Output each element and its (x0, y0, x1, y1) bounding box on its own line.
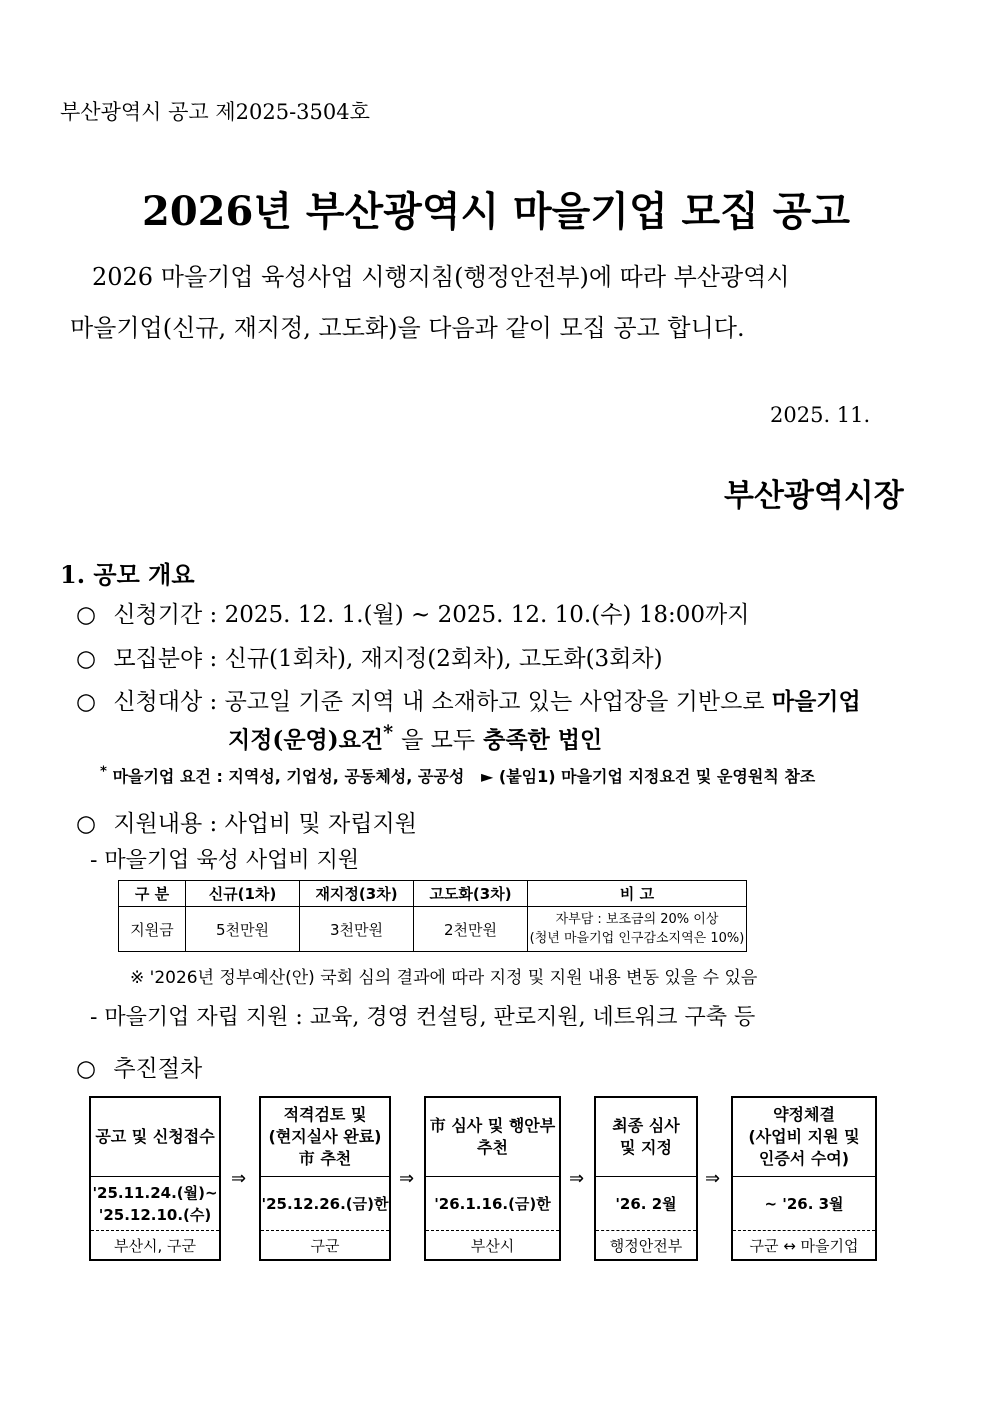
table-header: 비 고 (528, 881, 747, 907)
grant-note: ※ '2026년 정부예산(안) 국회 심의 결과에 따라 지정 및 지원 내용 변동 있을 수 있음 (130, 968, 758, 988)
step-date (733, 1177, 875, 1231)
step-date-line: ~ '26. 3월 (764, 1194, 844, 1213)
step-date-line: '25.12.26.(금)한 (261, 1194, 389, 1213)
bullet-icon: ○ (76, 646, 97, 672)
field-value: 신규(1회차), 재지정(2회차), 고도화(3회차) (224, 646, 663, 672)
step-date (426, 1177, 559, 1231)
page-title: 2026년 부산광역시 마을기업 모집 공고 (142, 188, 850, 235)
step-title-line: 적격검토 및 (283, 1105, 367, 1124)
self-support-subheading: - 마을기업 자립 지원 : 교육, 경영 컨설팅, 판로지원, 네트워크 구축 등 (90, 1005, 756, 1030)
arrow-icon: ⇒ (569, 1168, 585, 1189)
section-heading: 1. 공모 개요 (60, 560, 195, 589)
notice-date: 2025. 11. (770, 403, 871, 427)
requirement-text: 마을기업 요건 : 지역성, 기업성, 공동체성, 공공성 (112, 767, 465, 786)
table-header-row (119, 881, 747, 907)
step-title-line: (사업비 지원 및 (748, 1127, 860, 1146)
step-title (426, 1098, 559, 1177)
arrow-icon: ⇒ (705, 1168, 721, 1189)
step-title (596, 1098, 696, 1177)
target-value: 공고일 기준 지역 내 소재하고 있는 사업장을 기반으로 (224, 689, 765, 715)
step-org: 구군 ↔ 마을기업 (749, 1236, 859, 1255)
target-requirement: 지정(운영)요건 (228, 726, 384, 754)
step-date-line: '25.12.10.(수) (98, 1205, 212, 1224)
procedure-step (424, 1096, 561, 1261)
table-header: 재지정(3차) (300, 881, 414, 907)
arrow-icon: ⇒ (399, 1168, 415, 1189)
grant-table (118, 880, 747, 952)
procedure-row (76, 1050, 202, 1083)
step-title-line: 추천 (477, 1138, 508, 1157)
step-title-line: 및 지정 (620, 1138, 672, 1157)
support-value: 사업비 및 자립지원 (224, 811, 417, 837)
bullet-icon: ○ (76, 811, 97, 837)
step-title-line: 약정체결 (773, 1105, 835, 1124)
step-org: 부산시, 구군 (114, 1236, 196, 1255)
step-title-line: 인증서 수여) (758, 1149, 850, 1168)
footnote-star: * (383, 721, 394, 744)
step-title (91, 1098, 219, 1177)
target-value-bold: 마을기업 (771, 688, 861, 715)
period-value: 2025. 12. 1.(월) ~ 2025. 12. 10.(수) 18:00까지 (224, 602, 750, 628)
procedure-step (89, 1096, 221, 1261)
footnote-star: * (100, 764, 107, 780)
step-org: 부산시 (470, 1236, 515, 1255)
step-date-line: '26.1.16.(금)한 (434, 1194, 551, 1213)
requirement-ref: (붙임1) 마을기업 지정요건 및 운영원칙 참조 (498, 767, 816, 786)
intro-line-2: 마을기업(신규, 재지정, 고도화)을 다음과 같이 모집 공고 합니다. (70, 314, 745, 342)
step-title-line: 市 추천 (298, 1149, 352, 1168)
field-label: 모집분야 : (113, 646, 218, 672)
target-row (76, 683, 861, 716)
step-date (596, 1177, 696, 1231)
intro-line-1: 2026 마을기업 육성사업 시행지침(행정안전부)에 따라 부산광역시 (92, 263, 790, 291)
fund-subheading: - 마을기업 육성 사업비 지원 (90, 848, 360, 873)
step-date-line: '25.11.24.(월)~ (92, 1183, 218, 1202)
table-header: 구 분 (119, 881, 186, 907)
table-cell: 5천만원 (186, 907, 300, 952)
target-label: 신청대상 : (113, 689, 218, 715)
table-cell: 지원금 (119, 907, 186, 952)
table-cell: 2천만원 (414, 907, 528, 952)
step-title-line: (현지실사 완료) (268, 1127, 382, 1146)
bullet-icon: ○ (76, 689, 97, 715)
step-title-line: 공고 및 신청접수 (95, 1127, 215, 1146)
arrow-icon: ⇒ (231, 1168, 247, 1189)
table-cell: 3천만원 (300, 907, 414, 952)
table-row (119, 907, 747, 952)
support-label: 지원내용 : (113, 811, 218, 837)
step-date-line: '26. 2월 (615, 1194, 677, 1213)
notice-number: 부산광역시 공고 제2025-3504호 (60, 100, 370, 124)
target-text: 을 모두 (401, 727, 476, 754)
bullet-icon: ○ (76, 602, 97, 628)
support-row (76, 805, 417, 838)
step-org: 구군 (310, 1236, 340, 1255)
target-row-continued (228, 721, 602, 755)
step-org: 행정안전부 (609, 1236, 683, 1255)
field-row (76, 640, 663, 673)
issuer: 부산광역시장 (724, 478, 904, 514)
pointer-icon: ► (481, 767, 494, 786)
bullet-icon: ○ (76, 1056, 97, 1082)
procedure-label: 추진절차 (113, 1056, 203, 1082)
step-title (261, 1098, 389, 1177)
step-title-line: 市 심사 및 행안부 (429, 1116, 556, 1135)
period-row (76, 596, 749, 629)
target-corporation: 충족한 법인 (483, 726, 603, 754)
remark-line-1: 자부담 : 보조금의 20% 이상 (555, 912, 719, 927)
step-title (733, 1098, 875, 1177)
intro-paragraph (70, 252, 890, 354)
table-header: 고도화(3차) (414, 881, 528, 907)
step-date (261, 1177, 389, 1231)
table-cell-remark (528, 907, 747, 952)
procedure-step (731, 1096, 877, 1261)
procedure-step (259, 1096, 391, 1261)
step-title-line: 최종 심사 (612, 1116, 680, 1135)
requirement-note (100, 764, 815, 787)
table-header: 신규(1차) (186, 881, 300, 907)
step-date (91, 1177, 219, 1231)
remark-line-2: (청년 마을기업 인구감소지역은 10%) (529, 931, 745, 946)
procedure-step (594, 1096, 698, 1261)
period-label: 신청기간 : (113, 602, 218, 628)
